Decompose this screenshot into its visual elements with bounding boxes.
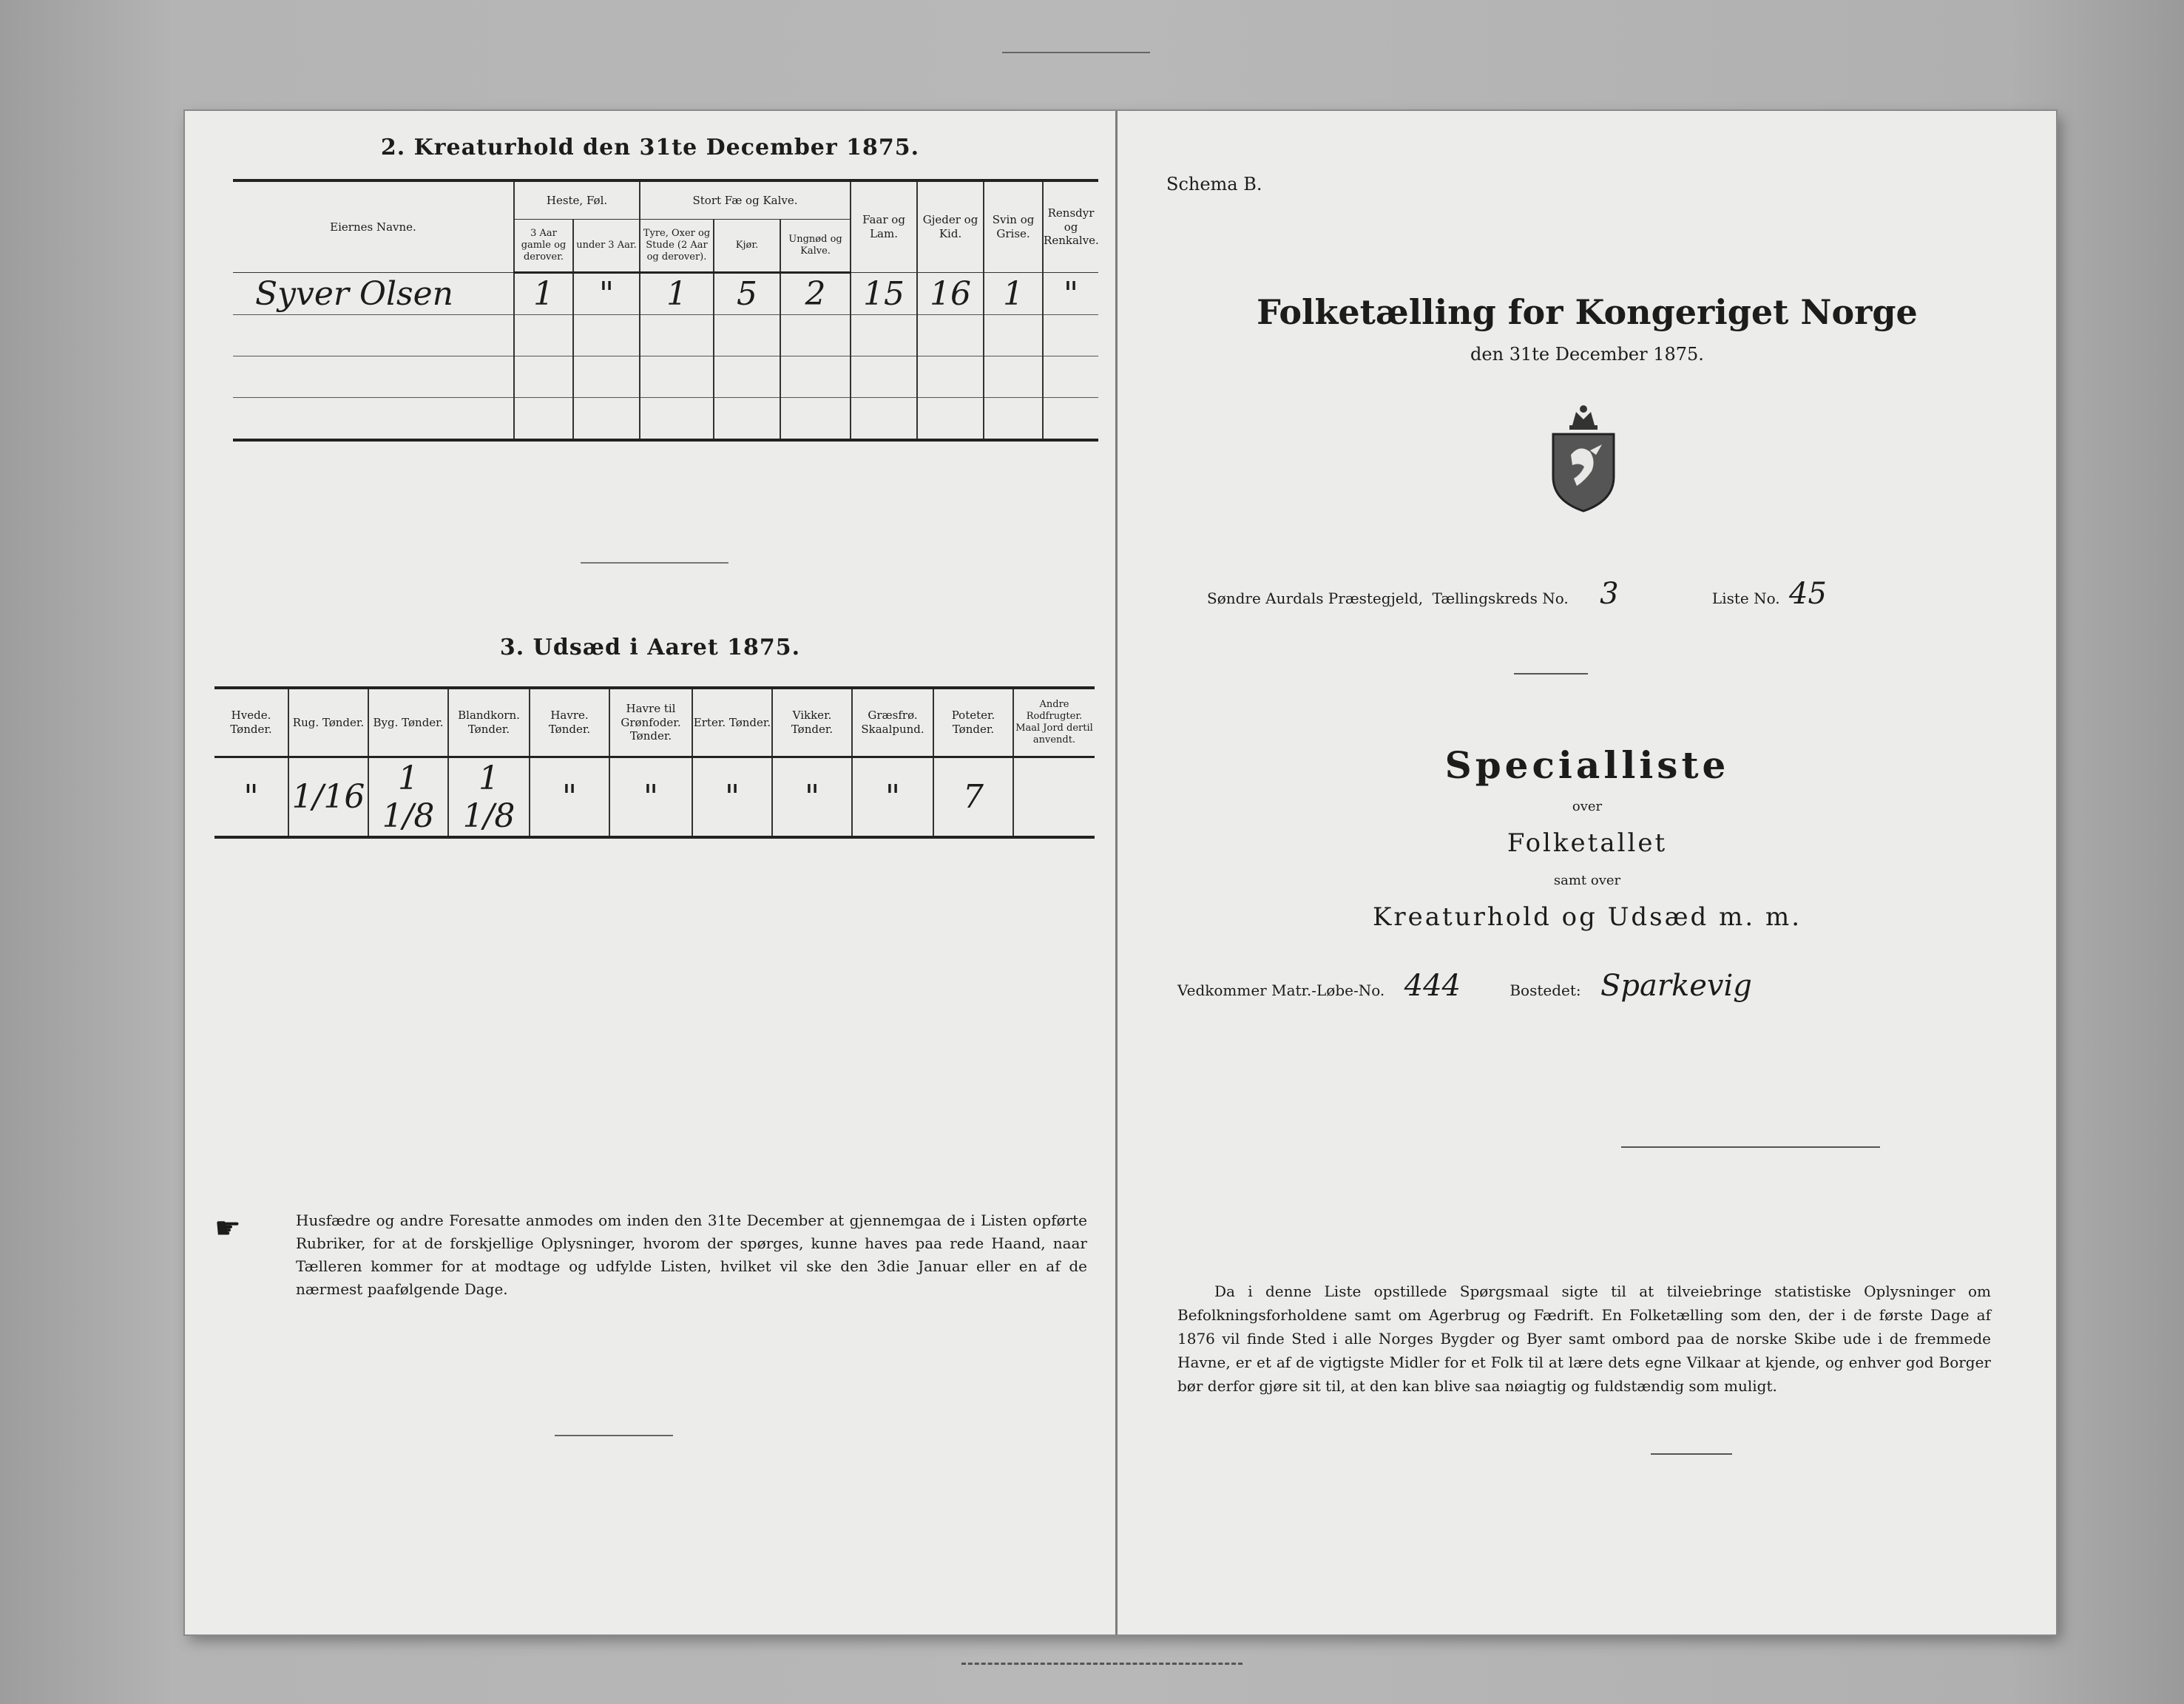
table-cell: 7: [933, 757, 1013, 838]
section3-title: 3. Udsæd i Aaret 1875.: [499, 635, 801, 660]
table-cell: 2: [780, 273, 851, 315]
divider: [1514, 673, 1588, 674]
header-kjor: Kjør.: [714, 220, 780, 273]
divider: [581, 562, 728, 564]
kreaturhold-heading: Kreaturhold og Udsæd m. m.: [1372, 902, 1802, 932]
table-cell: ": [1043, 273, 1098, 315]
header-poteter: Poteter. Tønder.: [933, 688, 1013, 757]
header-graesfro: Græsfrø. Skaalpund.: [852, 688, 933, 757]
over-text: over: [1572, 799, 1603, 814]
livestock-table: [233, 179, 1098, 442]
header-havre: Havre. Tønder.: [530, 688, 609, 757]
header-heste: Heste, Føl.: [514, 180, 640, 220]
folketallet-heading: Folketallet: [1507, 828, 1668, 858]
header-hvede: Hvede. Tønder.: [214, 688, 288, 757]
bostedet-value: Sparkevig: [1600, 969, 1752, 1003]
table-cell: ": [692, 757, 772, 838]
divider: [1621, 1146, 1880, 1148]
divider: [1651, 1453, 1732, 1455]
header-heste-gamle: 3 Aar gamle og derover.: [514, 220, 573, 273]
header-byg: Byg. Tønder.: [368, 688, 448, 757]
schema-label: Schema B.: [1166, 174, 1262, 195]
header-heste-under: under 3 Aar.: [573, 220, 640, 273]
table-cell: 15: [851, 273, 917, 315]
district-line: [1207, 577, 1831, 611]
table-row: [214, 757, 1095, 838]
header-rug: Rug. Tønder.: [288, 688, 368, 757]
table-cell: ": [214, 757, 288, 838]
table-cell: 1/16: [288, 757, 368, 838]
census-sheet: [185, 111, 2056, 1634]
header-faar: Faar og Lam.: [851, 180, 917, 273]
samt-over-text: samt over: [1553, 873, 1621, 888]
table-cell: ": [852, 757, 933, 838]
owner-name: Syver Olsen: [233, 273, 514, 315]
liste-label: Liste No.: [1711, 589, 1780, 607]
liste-value: 45: [1789, 577, 1827, 611]
table-row: [233, 315, 1098, 356]
matr-value: 444: [1404, 969, 1461, 1003]
header-havre-gronfoder: Havre til Grønfoder. Tønder.: [609, 688, 692, 757]
table-cell: ": [573, 273, 640, 315]
table-cell: 1 1/8: [368, 757, 448, 838]
header-svin: Svin og Grise.: [984, 180, 1043, 273]
table-row: [233, 273, 1098, 315]
table-cell: 1: [514, 273, 573, 315]
specialliste-heading: Specialliste: [1444, 743, 1730, 787]
table-row: [233, 398, 1098, 441]
left-page: [185, 111, 1118, 1634]
pointing-hand-icon: ☛: [214, 1211, 241, 1245]
coat-of-arms-icon: [1543, 403, 1624, 514]
census-date: den 31te December 1875.: [1470, 344, 1704, 365]
prestegjeld-label: Søndre Aurdals Præstegjeld,: [1207, 589, 1424, 607]
divider: [555, 1435, 673, 1436]
table-cell: ": [530, 757, 609, 838]
kreds-label: Tællingskreds No.: [1432, 589, 1569, 607]
page-title: Folketælling for Kongeriget Norge: [1257, 292, 1918, 332]
table-cell: 1: [984, 273, 1043, 315]
table-row: [233, 356, 1098, 398]
header-andre-rodfrugter: Andre Rodfrugter. Maal Jord dertil anvendt.: [1013, 688, 1095, 757]
table-cell: 1 1/8: [448, 757, 530, 838]
table-cell: 5: [714, 273, 780, 315]
kreds-value: 3: [1600, 577, 1619, 611]
notice-text: Husfædre og andre Foresatte anmodes om inden den 31te December at gjennemgaa de i Listen opførte Rubriker, for at de forskjellige Oplysninger, hvorom der spørges, kunne haves paa rede Haand, naar Tælleren kommer for at modtage og udfylde Listen, hvilket vil ske den 3die Januar eller en af de nærmest paafølgende Dage.: [296, 1211, 1087, 1298]
table-cell: 1: [640, 273, 714, 315]
scan-edge-mark: [1002, 52, 1150, 53]
header-stort-fae: Stort Fæ og Kalve.: [640, 180, 851, 220]
seed-table: [214, 686, 1095, 839]
table-cell: [1013, 757, 1095, 838]
header-tyre: Tyre, Oxer og Stude (2 Aar og derover).: [640, 220, 714, 273]
header-rensdyr: Rensdyr og Renkalve.: [1043, 180, 1098, 273]
header-eiernes-navne: Eiernes Navne.: [233, 180, 514, 273]
table-cell: ": [609, 757, 692, 838]
header-ungnod: Ungnød og Kalve.: [780, 220, 851, 273]
header-vikker: Vikker. Tønder.: [772, 688, 852, 757]
header-gjeder: Gjeder og Kid.: [917, 180, 984, 273]
bostedet-label: Bostedet:: [1509, 981, 1581, 999]
section2-title: 2. Kreaturhold den 31te December 1875.: [380, 135, 920, 160]
explanatory-paragraph: Da i denne Liste opstillede Spørgsmaal sigte til at tilveiebringe statistiske Oplysninger om Befolkningsforholdene samt om Agerbrug og Fædrift. En Folketælling som den, der i de første Dage af 1876 vil finde Sted i alle Norges Bygder og Byer samt ombord paa de norske Skibe ude i de fremmede Havne, er et af de vigtigste Midler for et Folk til at lære dets egne Vilkaar at kjende, og enhver god Borger bør derfor gjøre sit til, at den kan blive saa nøiagtig og fuldstændig som muligt.: [1177, 1282, 1991, 1395]
table-cell: 16: [917, 273, 984, 315]
header-blandkorn: Blandkorn. Tønder.: [448, 688, 530, 757]
header-erter: Erter. Tønder.: [692, 688, 772, 757]
matr-label: Vedkommer Matr.-Løbe-No.: [1177, 981, 1385, 999]
right-page: [1118, 111, 2056, 1634]
table-cell: ": [772, 757, 852, 838]
scan-edge-mark: [961, 1663, 1243, 1665]
matrikkel-line: [1177, 969, 1752, 1003]
